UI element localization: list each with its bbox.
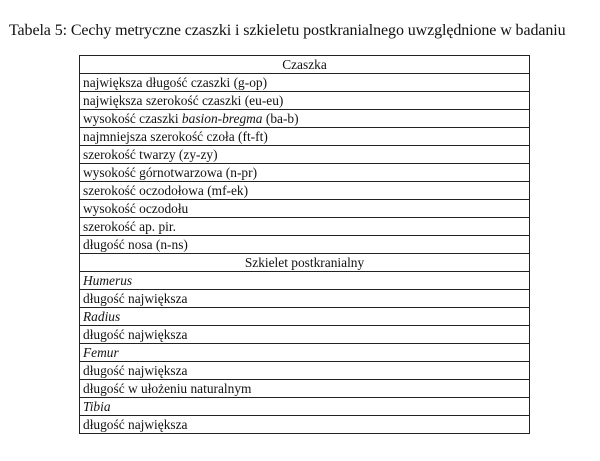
table-cell: długość największa — [80, 416, 530, 434]
table-cell: szerokość twarzy (zy-zy) — [80, 146, 530, 164]
table-row — [80, 380, 530, 398]
table-row — [80, 236, 530, 254]
cell-text-post: (ba-b) — [262, 111, 299, 126]
bone-name-cell: Humerus — [80, 272, 530, 290]
table-cell: wysokość górnotwarzowa (n-pr) — [80, 164, 530, 182]
cell-text-italic: basion-bregma — [181, 111, 263, 126]
bone-name-cell: Radius — [80, 308, 530, 326]
table-row — [80, 74, 530, 92]
table-row — [80, 218, 530, 236]
cell-text-pre: wysokość czaszki — [83, 111, 182, 126]
section-header-row — [80, 254, 530, 272]
table-cell: długość w ułożeniu naturalnym — [80, 380, 530, 398]
table-cell: długość największa — [80, 326, 530, 344]
bone-name-cell: Femur — [80, 344, 530, 362]
table-row — [80, 308, 530, 326]
table-row — [80, 110, 530, 128]
table-cell: długość największa — [80, 362, 530, 380]
table-row — [80, 146, 530, 164]
table-cell: najmniejsza szerokość czoła (ft-ft) — [80, 128, 530, 146]
bone-name-cell: Tibia — [80, 398, 530, 416]
table-cell: długość nosa (n-ns) — [80, 236, 530, 254]
metric-traits-table — [79, 55, 530, 434]
table-row — [80, 344, 530, 362]
table-caption: Tabela 5: Cechy metryczne czaszki i szkieletu postkranialnego uwzględnione w badaniu — [9, 22, 566, 39]
table-row — [80, 200, 530, 218]
table-cell: długość największa — [80, 290, 530, 308]
table-row — [80, 362, 530, 380]
table-cell: wysokość oczodołu — [80, 200, 530, 218]
table-row — [80, 164, 530, 182]
section-title-postcranial: Szkielet postkranialny — [80, 254, 530, 272]
section-title-skull: Czaszka — [80, 56, 530, 74]
table-row — [80, 326, 530, 344]
section-header-row — [80, 56, 530, 74]
table-cell: największa szerokość czaszki (eu-eu) — [80, 92, 530, 110]
table-cell — [80, 110, 530, 128]
table-cell: szerokość oczodołowa (mf-ek) — [80, 182, 530, 200]
table-row — [80, 272, 530, 290]
table-cell: szerokość ap. pir. — [80, 218, 530, 236]
table-row — [80, 182, 530, 200]
table-row — [80, 398, 530, 416]
table-row — [80, 128, 530, 146]
table-cell: największa długość czaszki (g-op) — [80, 74, 530, 92]
table-row — [80, 416, 530, 434]
table-row — [80, 290, 530, 308]
table-row — [80, 92, 530, 110]
